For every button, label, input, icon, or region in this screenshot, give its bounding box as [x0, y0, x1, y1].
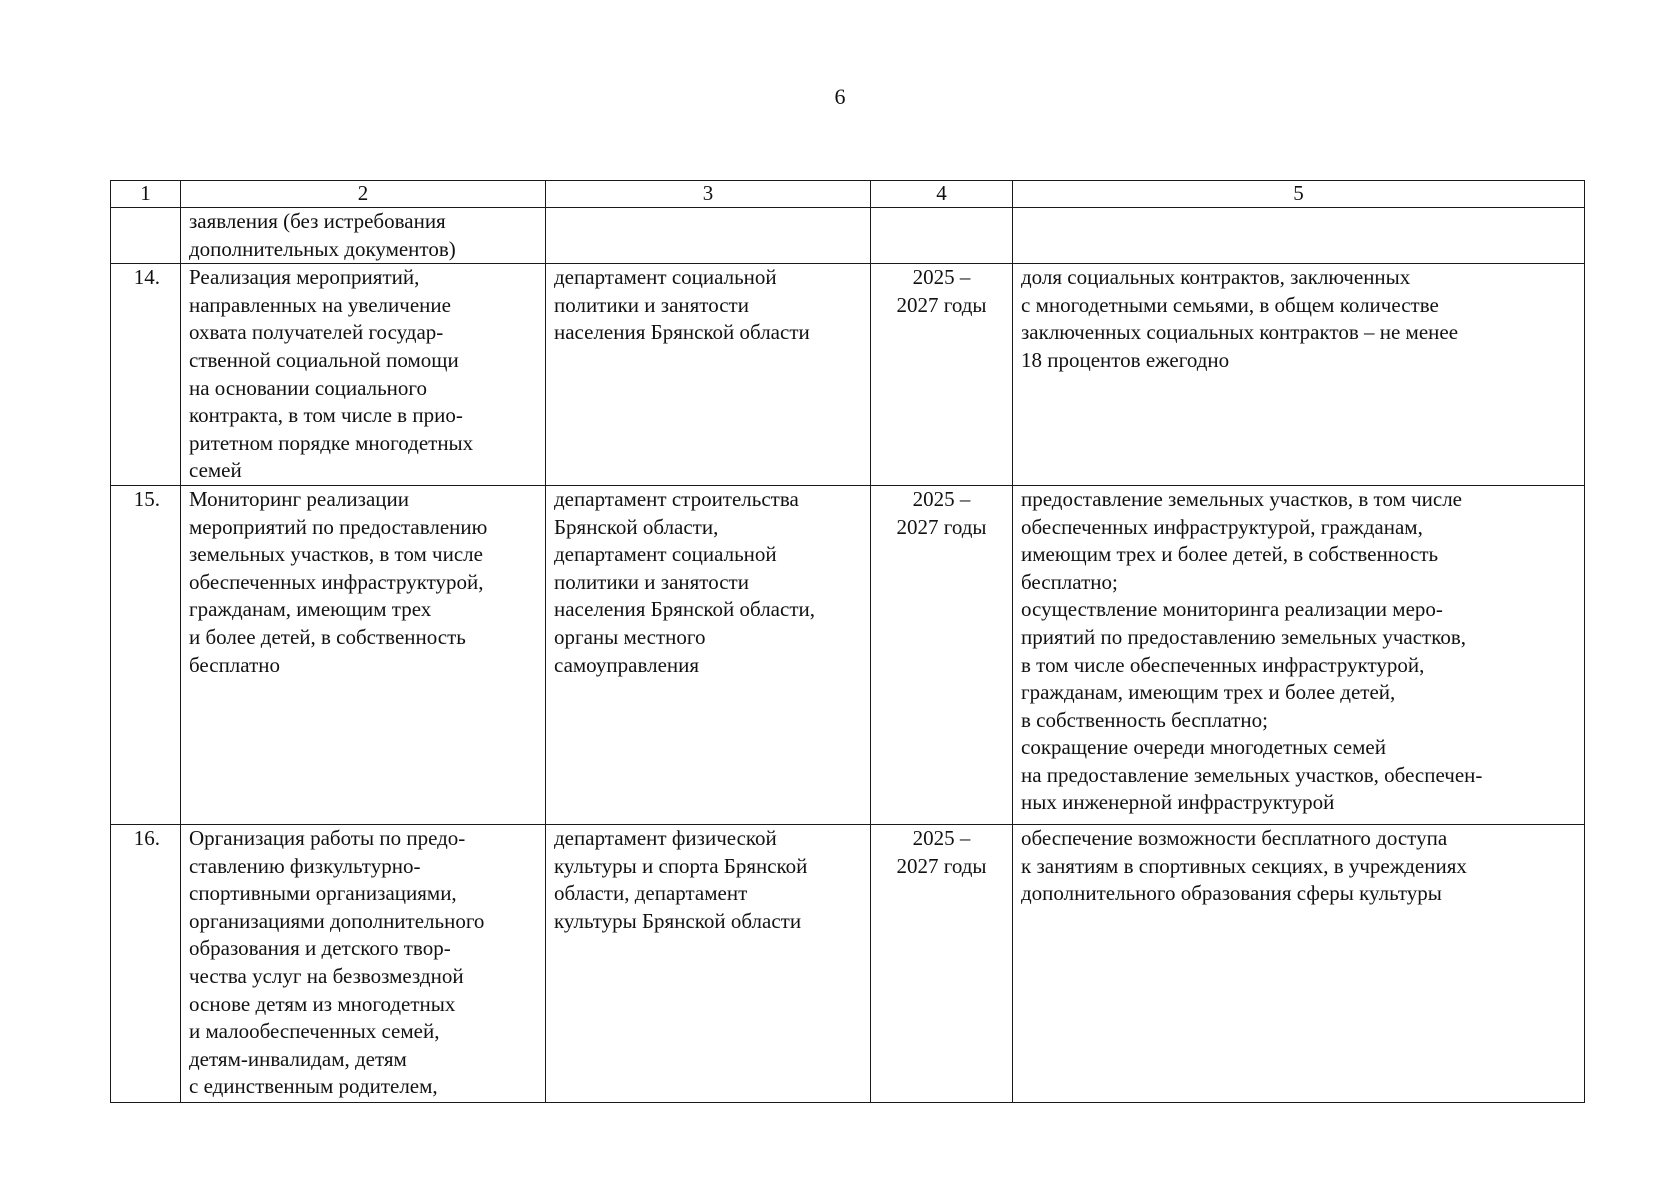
row-result: доля социальных контрактов, заключенных с многодетными семьями, в общем количестве заключенных социальных контрактов – не менее 18 процентов ежегодно: [1013, 264, 1585, 486]
column-number-header: 1: [111, 181, 181, 208]
column-result-header: 5: [1013, 181, 1585, 208]
row-period: 2025 – 2027 годы: [871, 264, 1013, 486]
column-action-header: 2: [181, 181, 546, 208]
table-row-continuation: [111, 208, 1585, 264]
row-result: предоставление земельных участков, в том числе обеспеченных инфраструктурой, гражданам, имеющим трех и более детей, в собственность бесплатно; осуществление мониторинга реализации меро- приятий по предоставлению земельных участков, в том числе обеспеченных инфраструктурой, гражданам, имеющим трех и более детей, в собственность бесплатно; сокращение очереди многодетных семей на предоставление земельных участков, обеспечен- ных инженерной инфраструктурой: [1013, 485, 1585, 824]
row-number: [111, 208, 181, 264]
table-row-14: [111, 264, 1585, 486]
row-period: 2025 – 2027 годы: [871, 485, 1013, 824]
page-number: 6: [834, 84, 846, 109]
row-number: 16.: [111, 824, 181, 1102]
row-action: Реализация мероприятий, направленных на увеличение охвата получателей государ- ственной социальной помощи на основании социального контракта, в том числе в прио- ритетном порядке многодетных семей: [181, 264, 546, 486]
row-executor: департамент физической культуры и спорта Брянской области, департамент культуры Брянской области: [546, 824, 871, 1102]
row-period: [871, 208, 1013, 264]
column-executor-header: 3: [546, 181, 871, 208]
measures-table: [110, 180, 1585, 1103]
column-period-header: 4: [871, 181, 1013, 208]
row-number: 15.: [111, 485, 181, 824]
row-action: Организация работы по предо- ставлению физкультурно- спортивными организациями, организациями дополнительного образования и детского твор- чества услуг на безвозмездной основе детям из многодетных и малообеспеченных семей, детям-инвалидам, детям с единственным родителем,: [181, 824, 546, 1102]
row-result: [1013, 208, 1585, 264]
row-action: заявления (без истребования дополнительных документов): [181, 208, 546, 264]
table-row-15: [111, 485, 1585, 824]
row-action: Мониторинг реализации мероприятий по предоставлению земельных участков, в том числе обеспеченных инфраструктурой, гражданам, имеющим трех и более детей, в собственность бесплатно: [181, 485, 546, 824]
row-executor: департамент строительства Брянской области, департамент социальной политики и занятости населения Брянской области, органы местного самоуправления: [546, 485, 871, 824]
row-number: 14.: [111, 264, 181, 486]
row-period: 2025 – 2027 годы: [871, 824, 1013, 1102]
row-executor: [546, 208, 871, 264]
row-result: обеспечение возможности бесплатного доступа к занятиям в спортивных секциях, в учреждениях дополнительного образования сферы культуры: [1013, 824, 1585, 1102]
table-header-row: [111, 181, 1585, 208]
table-row-16: [111, 824, 1585, 1102]
row-executor: департамент социальной политики и занятости населения Брянской области: [546, 264, 871, 486]
